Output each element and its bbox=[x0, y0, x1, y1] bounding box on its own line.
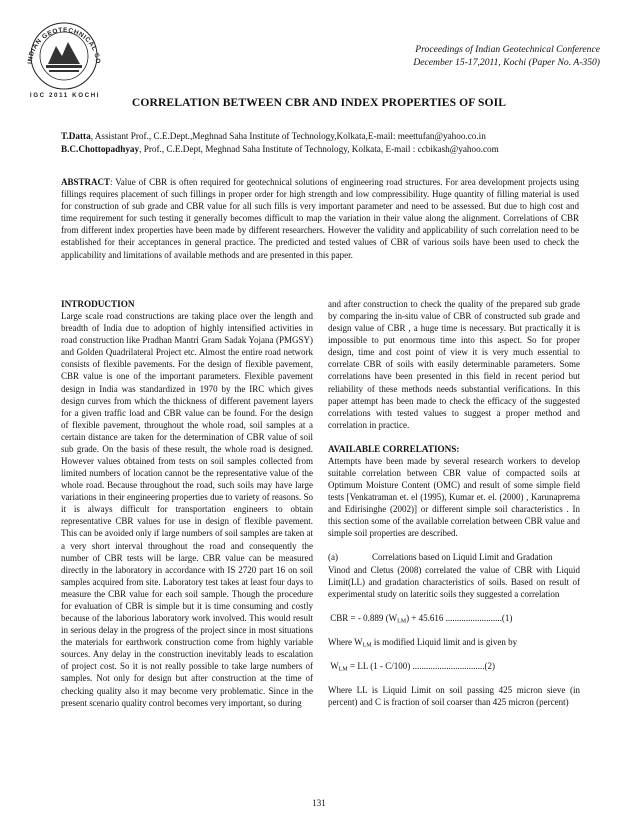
proceedings-header bbox=[413, 44, 600, 69]
author-1-name: T.Datta bbox=[61, 131, 91, 141]
introduction-continued-text: and after construction to check the quality of the prepared sub grade by comparing the in-situ value of CBR of constructed sub grade and design value of CBR , a huge time is necessary. But practically it is impossible to put enormous time into this aspect. So for proper design, time and cost point of view it is very much essential to correlate CBR of soils with easily determinable parameters. Some correlations have been presented in this field in recent period but reliability of these methods needs substantial verifications. In this paper attempt has been made to check the efficacy of the suggested correlations with tested values to suggest a proper method and correlation in practice. bbox=[328, 299, 580, 430]
proceedings-line-1: Proceedings of Indian Geotechnical Conference bbox=[415, 44, 600, 55]
abstract-text: : Value of CBR is often required for geotechnical solutions of engineering road structures. For area development projects using fillings requires placement of such fillings in proper order for high strength and low compressibility. Huge quantity of filling material is used for construction of sub grade and CBR value for all such fills is very important parameter and need to be assessed. But due to high cost and time requirement for such testing it generally becomes difficult to map the variation in their value along the alignment. Correlations of CBR from different index properties have been made by different researchers. However the validity and applicability of such correlation need to be established for their acceptances in general practice. The predicted and tested values of CBR of various soils have been used to check the applicability and limitations of available methods and are presented in this paper. bbox=[61, 177, 579, 260]
equation-2: $W_{LM}$ = LL (1 - C/100) ................................(2) bbox=[330, 660, 495, 673]
author-2-name: B.C.Chottopadhyay bbox=[61, 144, 140, 154]
abstract bbox=[61, 176, 579, 261]
igs-logo bbox=[18, 12, 110, 99]
column-left bbox=[61, 298, 313, 709]
column-right bbox=[328, 298, 580, 708]
author-1-affiliation: , Assistant Prof., C.E.Dept.,Meghnad Saha Institute of Technology,Kolkata,E-mail: meettufan@yahoo.co.in bbox=[90, 131, 486, 141]
subsection-a-label: (a) bbox=[328, 552, 338, 563]
introduction-heading: INTRODUCTION bbox=[61, 299, 135, 309]
proceedings-line-2: December 15-17,2011, Kochi (Paper No. A-350) bbox=[413, 56, 600, 68]
introduction-text: Large scale road constructions are taking place over the length and breadth of India due to adoption of highly intensified activities in road construction like Pradhan Mantri Gram Sadak Yojana (PMGSY) and Golden Quadrilateral Project etc. Almost the entire road network consists of flexible pavements. For the design of flexible pavement, CBR value is one of the important parameters. Flexible pavement design in India was standardized in 1970 by the IRC which gives design curves from which the thickness of different pavement layers for a given traffic load and CBR value can be found. For the design of flexible pavement, throughout the whole road, soil samples at a certain distance are taken for the determination of CBR value of soil sub grade. On the basis of these result, the whole road is designed. However values obtained from tests on soil samples collected from limited numbers of location cannot be the representative value of the whole road. Because throughout the road, such soils may have large variations in their engineering properties due to variety of reasons. So it is always difficult for transportation engineers to obtain representative CBR values for use in design of flexible pavement. This can be avoided only if large numbers of soil samples are taken at a very short interval throughout the road and consequently the number of CBR tests will be large. CBR value can be measured directly in the laboratory in accordance with IS 2720 part 16 on soil samples acquired from site. Laboratory test takes at least four days to measure the CBR value for each soil sample. Though the procedure for evaluation of CBR is simple but it is time consuming and costly because of the laborious laboratory work involved. This would result in serious delay in the progress of the project since in most situations the materials for earthwork construction come from highly variable sources. Any delay in the construction inevitably leads to escalation of project cost. So it is not really possible to take large numbers of samples. Not only for design but after construction at the time of checking quality also it may become very problematic. Since in the present scenario quality control becomes very important, so during bbox=[61, 311, 313, 708]
available-correlations-text: Attempts have been made by several research workers to develop suitable correlation between CBR value of compacted soils at Optimum Moisture Content (OMC) and result of some simple field tests [Venkatraman et. el (1995), Kumar et. el. (2000) , Karunaprema and Edirisinghe (2002)] or different simple soil characteristics . In this section some of the available correlation between CBR value and simple soil properties are described. bbox=[328, 455, 580, 539]
subsection-a-text: Vinod and Cletus (2008) correlated the value of CBR with Liquid Limit(LL) and gradation characteristics of soils. Based on result of experimental study on lateritic soils they suggested a correlation bbox=[328, 564, 580, 599]
equation-2-where: Where LL is Liquid Limit on soil passing 425 micron sieve (in percent) and C is fraction of soil coarser than 425 micron (percent) bbox=[328, 685, 580, 708]
igs-seal-icon bbox=[18, 12, 110, 92]
available-correlations-heading: AVAILABLE CORRELATIONS: bbox=[328, 443, 460, 454]
subsection-a-heading: Correlations based on Liquid Limit and Gradation bbox=[372, 552, 553, 563]
author-2 bbox=[61, 143, 499, 156]
abstract-label: ABSTRACT bbox=[61, 177, 111, 187]
author-2-affiliation: , Prof., C.E.Dept, Meghnad Saha Institute of Technology, Kolkata, E-mail : ccbikash@yahoo.com bbox=[139, 144, 499, 154]
page-number: 131 bbox=[312, 798, 326, 808]
equation-1: CBR = - 0.889 $(W_{LM}) + 45.616$ .........................(1) bbox=[330, 612, 513, 625]
author-1 bbox=[61, 130, 499, 143]
paper-title: CORRELATION BETWEEN CBR AND INDEX PROPERTIES OF SOIL bbox=[131, 96, 507, 109]
equation-1-where: Where $W_{LM}$ is modified Liquid limit and is given by bbox=[328, 636, 518, 649]
author-list bbox=[61, 130, 499, 156]
logo-caption: IGC 2011 KOCHI bbox=[29, 92, 101, 99]
subsection-a-title bbox=[328, 551, 580, 563]
svg-text:INDIAN GEOTECHNICAL SOCIETY: INDIAN GEOTECHNICAL SO bbox=[26, 26, 102, 65]
